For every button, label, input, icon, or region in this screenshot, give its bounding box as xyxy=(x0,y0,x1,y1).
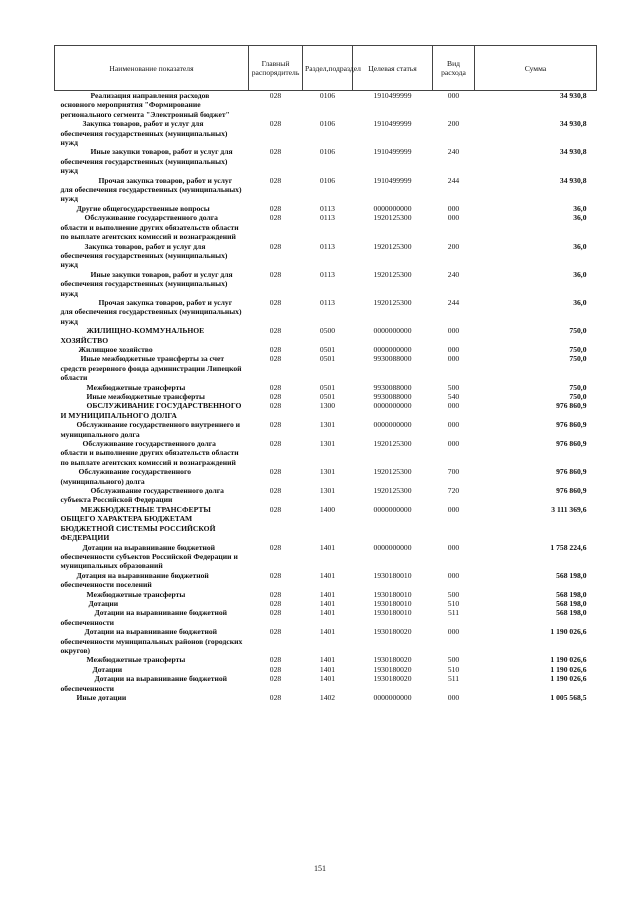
row-admin: 028 xyxy=(269,439,282,449)
row-kind: 540 xyxy=(447,392,460,401)
table-row xyxy=(55,213,597,241)
table-row xyxy=(55,176,597,204)
row-name: Другие общегосударственные вопросы xyxy=(76,203,210,213)
row-kind: 240 xyxy=(447,147,460,157)
row-kind: 500 xyxy=(447,655,460,665)
row-section: 0501 xyxy=(319,344,336,354)
row-admin: 028 xyxy=(269,382,282,392)
row-name: Дотации на выравнивание бюджетной обеспеченности xyxy=(60,608,228,627)
row-sum: 1 758 224,6 xyxy=(550,542,587,552)
row-sum: 34 930,8 xyxy=(559,175,587,185)
row-target: 0000000000 xyxy=(373,420,412,430)
row-sum: 36,0 xyxy=(573,241,587,251)
row-target: 0000000000 xyxy=(373,326,412,336)
row-kind: 244 xyxy=(447,175,460,185)
row-target: 1930180010 xyxy=(373,608,412,618)
header-name: Наименование показателя xyxy=(55,46,249,91)
row-admin: 028 xyxy=(269,147,282,157)
row-kind: 000 xyxy=(447,326,460,336)
row-name: Закупка товаров, работ и услуг для обеспечения государственных (муниципальных) нужд xyxy=(60,119,228,148)
row-kind: 000 xyxy=(447,91,460,100)
row-sum: 750,0 xyxy=(569,344,587,354)
row-admin: 028 xyxy=(269,674,282,684)
table-row xyxy=(55,543,597,571)
row-sum: 976 860,9 xyxy=(556,467,587,477)
table-row xyxy=(55,91,597,120)
table-row xyxy=(55,486,597,505)
header-sum: Сумма xyxy=(475,46,597,91)
row-kind: 000 xyxy=(447,213,460,223)
row-target: 1910499999 xyxy=(373,119,412,129)
row-section: 0501 xyxy=(319,392,336,401)
row-name: Дотации на выравнивание бюджетной обеспеченности субъектов Российской Федерации и муниципальных образований xyxy=(60,542,238,571)
row-kind: 200 xyxy=(447,241,460,251)
table-row xyxy=(55,147,597,175)
row-sum: 34 930,8 xyxy=(559,91,587,100)
table-row xyxy=(55,326,597,345)
row-section: 1401 xyxy=(319,664,336,674)
row-target: 1920125300 xyxy=(373,467,412,477)
row-kind: 000 xyxy=(447,693,460,702)
row-target: 0000000000 xyxy=(373,542,412,552)
row-kind: 000 xyxy=(447,504,460,514)
row-section: 0106 xyxy=(319,119,336,129)
row-sum: 1 190 026,6 xyxy=(550,664,587,674)
row-sum: 976 860,9 xyxy=(556,439,587,449)
row-admin: 028 xyxy=(269,598,282,608)
row-sum: 750,0 xyxy=(569,354,587,364)
table-row xyxy=(55,467,597,486)
row-target: 0000000000 xyxy=(373,504,412,514)
row-kind: 720 xyxy=(447,486,460,496)
row-target: 1920125300 xyxy=(373,297,412,307)
row-admin: 028 xyxy=(269,175,282,185)
row-section: 0113 xyxy=(320,203,335,213)
table-row xyxy=(55,345,597,354)
row-section: 0113 xyxy=(320,269,335,279)
row-target: 1930180020 xyxy=(373,627,412,637)
row-kind: 000 xyxy=(447,401,460,411)
row-name: Иные дотации xyxy=(76,693,127,702)
row-sum: 36,0 xyxy=(573,297,587,307)
row-sum: 1 190 026,6 xyxy=(550,627,587,637)
row-target: 0000000000 xyxy=(373,344,412,354)
row-sum: 1 190 026,6 xyxy=(550,674,587,684)
row-section: 1401 xyxy=(319,674,336,684)
table-row xyxy=(55,119,597,147)
row-name: Прочая закупка товаров, работ и услуг для обеспечения государственных (муниципальных) нужд xyxy=(60,175,242,204)
row-name: Дотации на выравнивание бюджетной обеспеченности xyxy=(60,674,228,693)
row-target: 1920125300 xyxy=(373,241,412,251)
row-admin: 028 xyxy=(269,401,282,411)
row-admin: 028 xyxy=(269,589,282,599)
row-name: Иные межбюджетные трансферты xyxy=(86,392,205,401)
header-target: Целевая статья xyxy=(353,46,433,91)
row-admin: 028 xyxy=(269,542,282,552)
row-kind: 000 xyxy=(447,203,460,213)
row-kind: 000 xyxy=(447,570,460,580)
row-kind: 000 xyxy=(447,627,460,637)
row-section: 0501 xyxy=(319,382,336,392)
row-kind: 244 xyxy=(447,297,460,307)
table-row xyxy=(55,627,597,655)
row-target: 0000000000 xyxy=(373,693,412,702)
row-sum: 3 111 369,6 xyxy=(551,504,587,514)
budget-table xyxy=(54,45,597,702)
row-section: 0113 xyxy=(320,213,335,223)
row-sum: 568 198,0 xyxy=(556,608,587,618)
row-name: Межбюджетные трансферты xyxy=(86,382,186,392)
row-kind: 000 xyxy=(447,542,460,552)
row-name: Обслуживание государственного долга области и выполнение других обязательств области по выплате агентских комиссий и вознаграждений xyxy=(60,213,239,242)
row-name: ЖИЛИЩНО-КОММУНАЛЬНОЕ ХОЗЯЙСТВО xyxy=(60,326,205,345)
row-sum: 976 860,9 xyxy=(556,401,587,411)
table-row xyxy=(55,383,597,392)
row-name: Дотации xyxy=(92,664,123,674)
row-section: 0106 xyxy=(319,91,336,100)
table-row xyxy=(55,590,597,599)
table-row xyxy=(55,420,597,439)
row-kind: 510 xyxy=(447,598,460,608)
row-kind: 500 xyxy=(447,589,460,599)
row-sum: 36,0 xyxy=(573,203,587,213)
row-section: 1401 xyxy=(319,598,336,608)
row-section: 1402 xyxy=(319,693,336,702)
row-sum: 1 005 568,5 xyxy=(550,693,587,702)
row-admin: 028 xyxy=(269,241,282,251)
row-section: 1301 xyxy=(319,486,336,496)
row-target: 9930088000 xyxy=(373,382,412,392)
table-row xyxy=(55,608,597,627)
row-admin: 028 xyxy=(269,608,282,618)
row-sum: 750,0 xyxy=(569,326,587,336)
row-target: 1910499999 xyxy=(373,147,412,157)
row-section: 1401 xyxy=(319,608,336,618)
row-sum: 750,0 xyxy=(569,392,587,401)
row-kind: 200 xyxy=(447,119,460,129)
row-admin: 028 xyxy=(269,570,282,580)
table-row xyxy=(55,665,597,674)
row-admin: 028 xyxy=(269,326,282,336)
row-name: ОБСЛУЖИВАНИЕ ГОСУДАРСТВЕННОГО И МУНИЦИПАЛЬНОГО ДОЛГА xyxy=(60,401,242,420)
row-target: 1910499999 xyxy=(373,175,412,185)
row-sum: 568 198,0 xyxy=(556,598,587,608)
row-section: 1301 xyxy=(319,439,336,449)
row-name: Иные закупки товаров, работ и услуг для обеспечения государственных (муниципальных) нужд xyxy=(60,269,233,298)
row-admin: 028 xyxy=(269,664,282,674)
table-row xyxy=(55,354,597,382)
row-name: Иные межбюджетные трансферты за счет средств резервного фонда администрации Липецкой области xyxy=(60,354,242,383)
row-section: 1401 xyxy=(319,589,336,599)
budget-table-page xyxy=(54,45,596,702)
row-admin: 028 xyxy=(269,354,282,364)
row-name: Обслуживание государственного долга субъекта Российской Федерации xyxy=(60,486,224,505)
row-target: 9930088000 xyxy=(373,392,412,401)
table-row xyxy=(55,505,597,543)
row-section: 0113 xyxy=(320,297,335,307)
row-sum: 1 190 026,6 xyxy=(550,655,587,665)
row-admin: 028 xyxy=(269,203,282,213)
row-name: Жилищное хозяйство xyxy=(78,344,153,354)
header-kind: Вид расхода xyxy=(433,46,475,91)
row-section: 1401 xyxy=(319,655,336,665)
table-row xyxy=(55,392,597,401)
table-row xyxy=(55,571,597,590)
row-sum: 34 930,8 xyxy=(559,119,587,129)
row-admin: 028 xyxy=(269,504,282,514)
row-name: Дотация на выравнивание бюджетной обеспеченности поселений xyxy=(60,570,209,590)
row-admin: 028 xyxy=(269,420,282,430)
row-section: 1401 xyxy=(319,627,336,637)
row-target: 9930088000 xyxy=(373,354,412,364)
row-target: 1930180020 xyxy=(373,664,412,674)
table-header-row xyxy=(55,46,597,91)
row-section: 0106 xyxy=(319,147,336,157)
header-section: Раздел,подраздел xyxy=(303,46,353,91)
row-kind: 000 xyxy=(447,354,460,364)
row-target: 0000000000 xyxy=(373,401,412,411)
row-sum: 976 860,9 xyxy=(556,420,587,430)
row-name: Реализация направления расходов основного мероприятия "Формирование регионального сегмента "Электронный бюджет" xyxy=(60,91,230,119)
row-target: 1920125300 xyxy=(373,439,412,449)
row-kind: 240 xyxy=(447,269,460,279)
row-target: 1930180010 xyxy=(373,589,412,599)
row-kind: 510 xyxy=(447,664,460,674)
row-sum: 36,0 xyxy=(573,269,587,279)
row-section: 1300 xyxy=(319,401,336,411)
row-kind: 000 xyxy=(447,420,460,430)
row-admin: 028 xyxy=(269,91,282,100)
table-row xyxy=(55,674,597,693)
row-sum: 34 930,8 xyxy=(559,147,587,157)
row-kind: 500 xyxy=(447,382,460,392)
row-sum: 750,0 xyxy=(569,382,587,392)
row-section: 0113 xyxy=(320,241,335,251)
row-admin: 028 xyxy=(269,693,282,702)
row-name: Обслуживание государственного долга области и выполнение других обязательств области по выплате агентских комиссий и вознаграждений xyxy=(60,439,239,467)
row-section: 1401 xyxy=(319,542,336,552)
table-row xyxy=(55,204,597,213)
table-row xyxy=(55,599,597,608)
page-number: 151 xyxy=(314,864,326,873)
row-kind: 000 xyxy=(447,439,460,449)
table-row xyxy=(55,298,597,326)
table-row xyxy=(55,270,597,298)
row-sum: 568 198,0 xyxy=(556,589,587,599)
row-section: 0106 xyxy=(319,175,336,185)
row-admin: 028 xyxy=(269,213,282,223)
row-name: Прочая закупка товаров, работ и услуг для обеспечения государственных (муниципальных) нужд xyxy=(60,297,242,326)
row-target: 1920125300 xyxy=(373,269,412,279)
row-name: Обслуживание государственного (муниципального) долга xyxy=(60,467,192,486)
row-admin: 028 xyxy=(269,655,282,665)
table-row xyxy=(55,401,597,420)
row-target: 1930180020 xyxy=(373,674,412,684)
row-admin: 028 xyxy=(269,119,282,129)
row-admin: 028 xyxy=(269,486,282,496)
row-admin: 028 xyxy=(269,344,282,354)
row-name: МЕЖБЮДЖЕТНЫЕ ТРАНСФЕРТЫ ОБЩЕГО ХАРАКТЕРА БЮДЖЕТАМ БЮДЖЕТНОЙ СИСТЕМЫ РОССИЙСКОЙ ФЕДЕРАЦИИ xyxy=(60,504,216,543)
row-kind: 000 xyxy=(447,344,460,354)
row-target: 1920125300 xyxy=(373,213,412,223)
row-kind: 511 xyxy=(447,674,460,684)
row-admin: 028 xyxy=(269,627,282,637)
row-kind: 511 xyxy=(447,608,460,618)
row-target: 1910499999 xyxy=(373,91,412,100)
row-section: 1301 xyxy=(319,467,336,477)
row-name: Межбюджетные трансферты xyxy=(86,589,186,599)
row-name: Иные закупки товаров, работ и услуг для обеспечения государственных (муниципальных) нужд xyxy=(60,147,233,176)
row-sum: 568 198,0 xyxy=(556,570,587,580)
row-target: 1920125300 xyxy=(373,486,412,496)
row-admin: 028 xyxy=(269,297,282,307)
row-admin: 028 xyxy=(269,467,282,477)
table-row xyxy=(55,693,597,702)
row-section: 1401 xyxy=(319,570,336,580)
row-name: Закупка товаров, работ и услуг для обеспечения государственных (муниципальных) нужд xyxy=(60,241,228,270)
row-name: Межбюджетные трансферты xyxy=(86,655,186,665)
row-name: Обслуживание государственного внутреннего и муниципального долга xyxy=(60,420,241,439)
header-admin: Главный распорядитель xyxy=(249,46,303,91)
row-kind: 700 xyxy=(447,467,460,477)
row-section: 0501 xyxy=(319,354,336,364)
table-row xyxy=(55,655,597,664)
row-target: 1930180010 xyxy=(373,598,412,608)
row-name: Дотации xyxy=(88,598,119,608)
row-section: 0500 xyxy=(319,326,336,336)
row-section: 1400 xyxy=(319,504,336,514)
row-name: Дотации на выравнивание бюджетной обеспеченности муниципальных районов (городских округов) xyxy=(60,627,243,655)
row-sum: 36,0 xyxy=(573,213,587,223)
row-target: 1930180020 xyxy=(373,655,412,665)
table-row xyxy=(55,439,597,467)
row-target: 1930180010 xyxy=(373,570,412,580)
row-admin: 028 xyxy=(269,392,282,401)
row-admin: 028 xyxy=(269,269,282,279)
table-row xyxy=(55,242,597,270)
row-target: 0000000000 xyxy=(373,203,412,213)
row-sum: 976 860,9 xyxy=(556,486,587,496)
row-section: 1301 xyxy=(319,420,336,430)
